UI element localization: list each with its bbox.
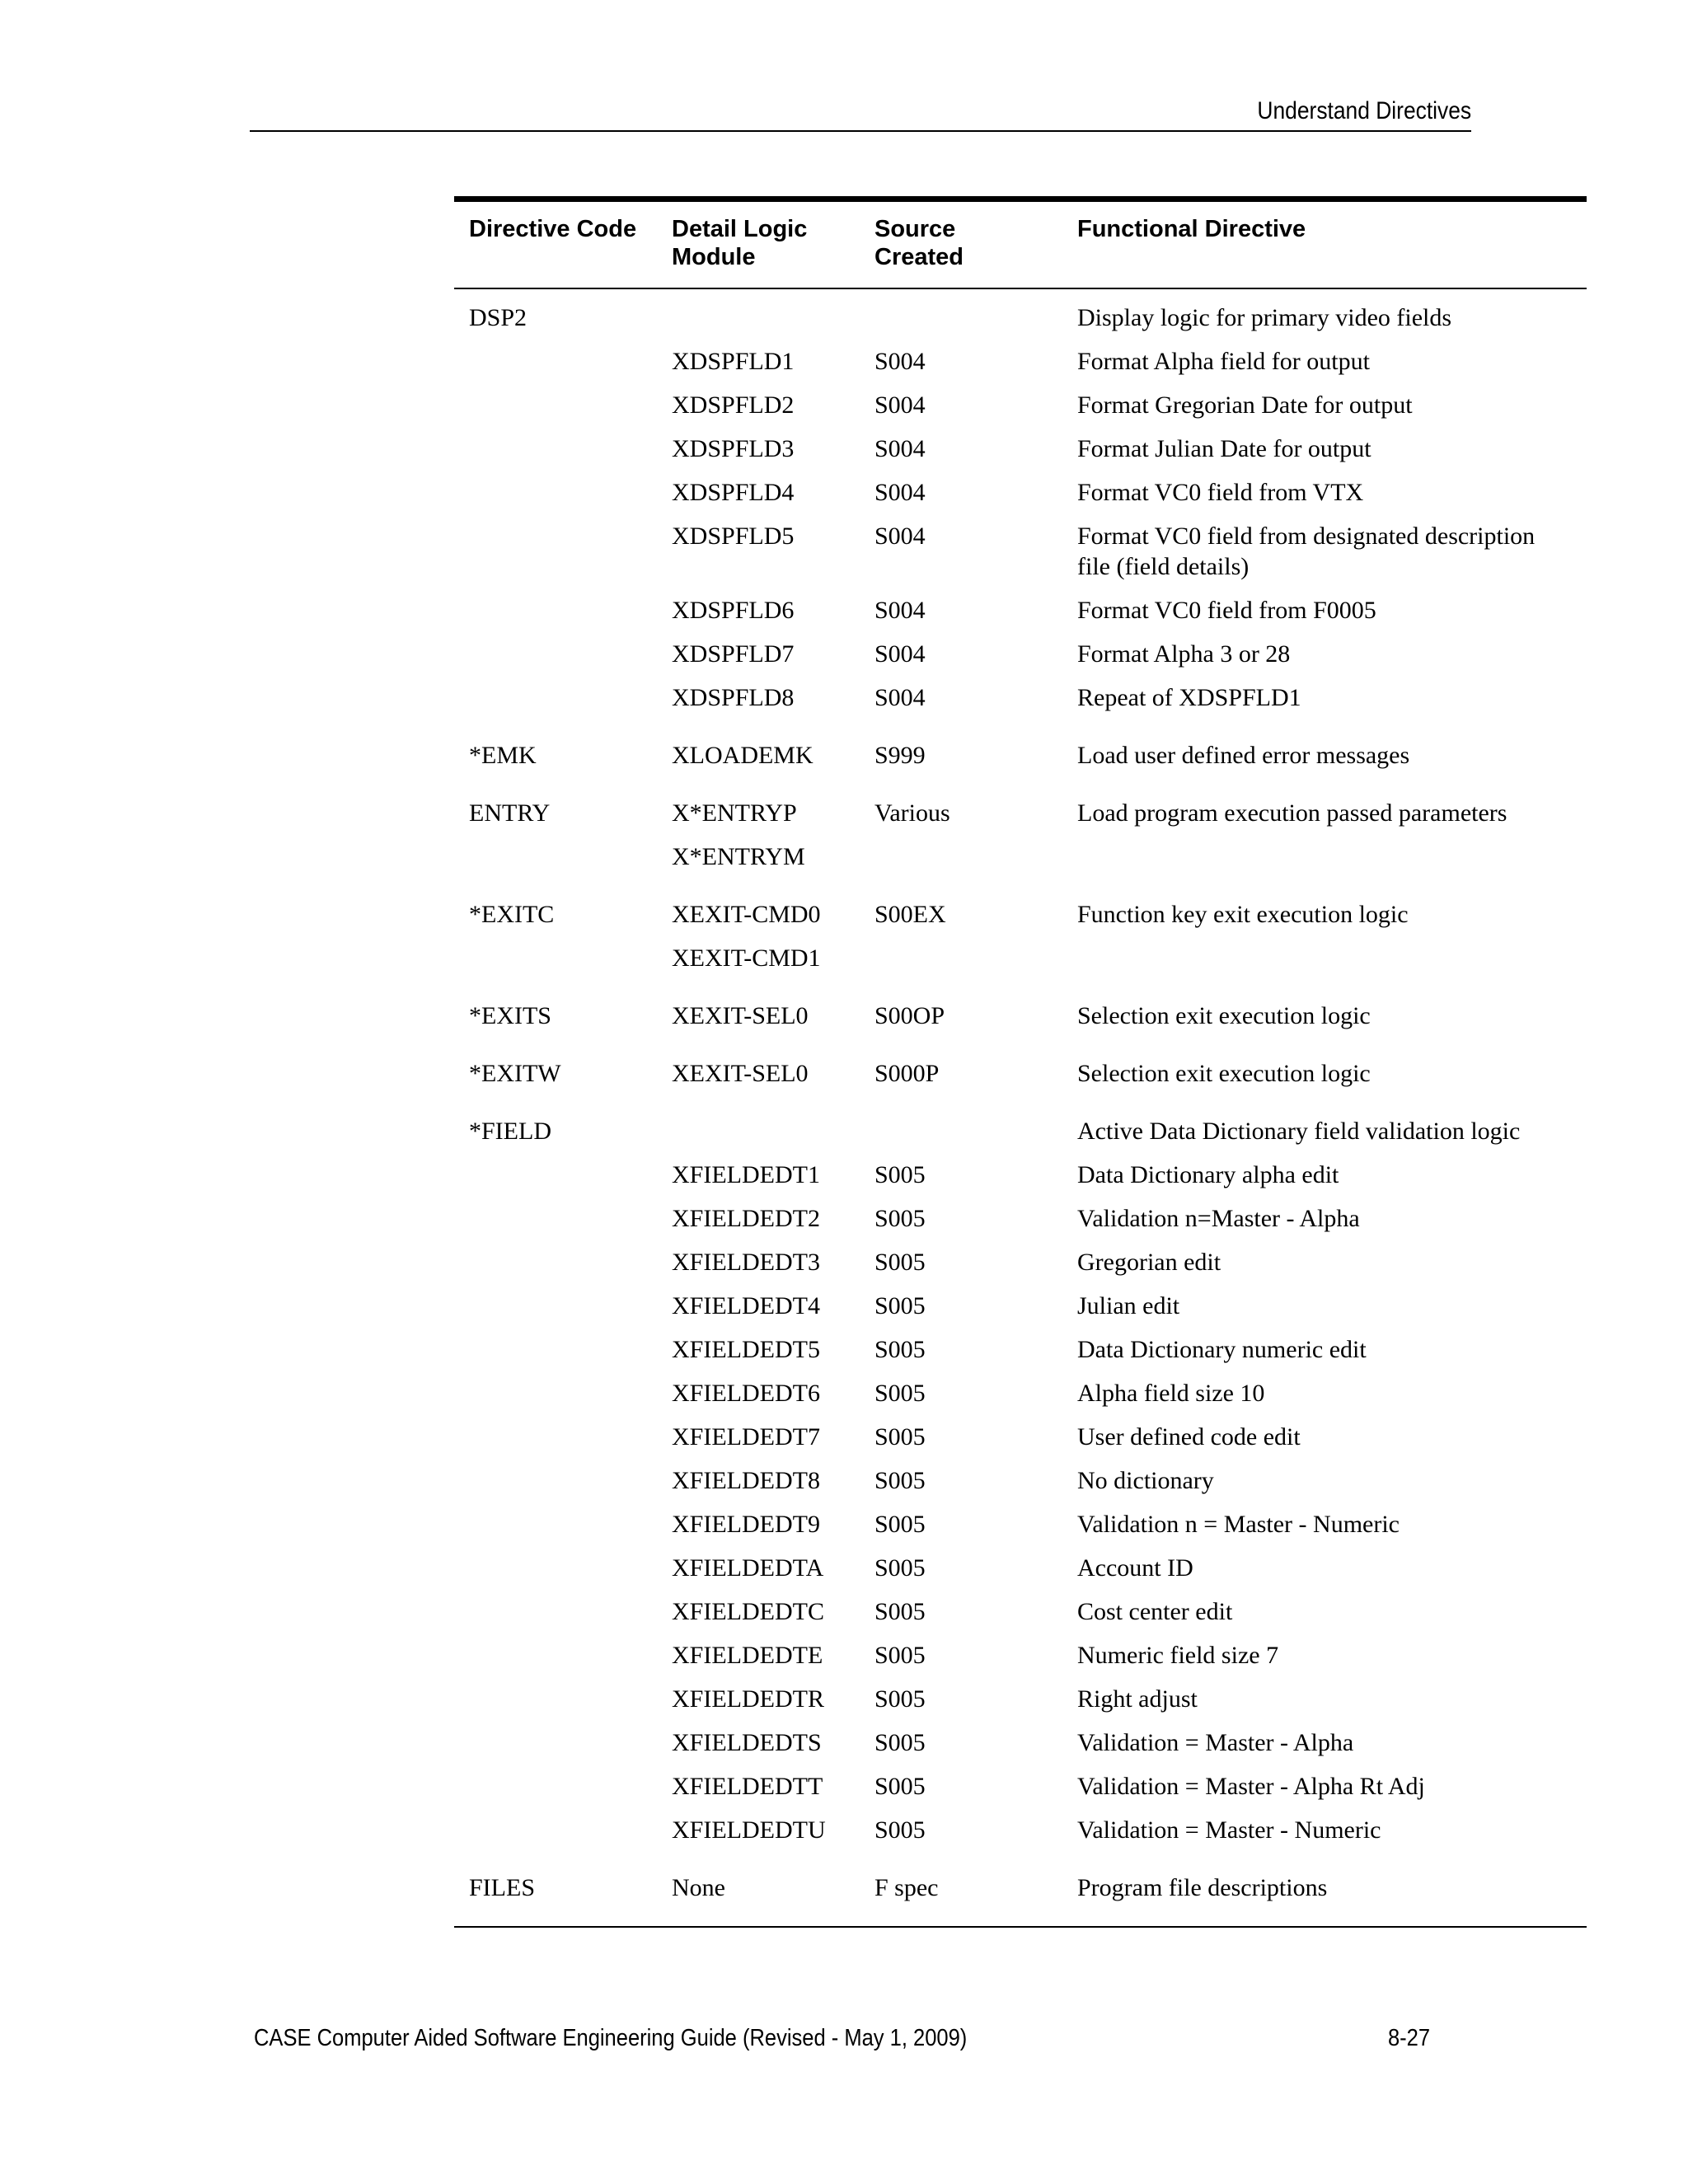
cell-directive-code [454, 841, 672, 885]
cell-functional-directive: Selection exit execution logic [1077, 1002, 1371, 1029]
cell-directive-code [454, 1422, 672, 1465]
cell-source-created: S005 [874, 1773, 926, 1800]
cell-functional-directive: Load user defined error messages [1077, 742, 1410, 769]
cell-source-created: S004 [874, 523, 926, 550]
cell-directive-code: ENTRY [469, 799, 551, 827]
cell-functional-directive: Validation n=Master - Alpha [1077, 1205, 1360, 1232]
cell-detail-logic-module: XFIELDEDTT [672, 1773, 823, 1800]
cell-functional-directive: Validation n = Master - Numeric [1077, 1511, 1400, 1538]
column-header-source-created: Source Created [874, 216, 964, 270]
table-row [454, 1334, 1587, 1378]
table-row [454, 595, 1587, 639]
cell-detail-logic-module: XDSPFLD4 [672, 479, 795, 506]
cell-directive-code: *EMK [469, 742, 537, 769]
table-row [454, 682, 1587, 726]
cell-directive-code [454, 521, 672, 595]
table-row [454, 943, 1587, 987]
cell-directive-code: FILES [469, 1874, 536, 1901]
cell-detail-logic-module: XFIELDEDTE [672, 1642, 823, 1669]
cell-functional-directive [1077, 841, 1587, 885]
table-row [454, 1465, 1587, 1509]
cell-directive-code [454, 1684, 672, 1727]
cell-detail-logic-module: XFIELDEDT4 [672, 1292, 820, 1319]
cell-directive-code: DSP2 [469, 304, 528, 331]
cell-directive-code [454, 1334, 672, 1378]
cell-detail-logic-module: XFIELDEDTC [672, 1598, 824, 1625]
cell-source-created: S005 [874, 1467, 926, 1494]
table-row [454, 1509, 1587, 1553]
table-row [454, 1001, 1587, 1044]
cell-source-created: S005 [874, 1598, 926, 1625]
table-row [454, 477, 1587, 521]
table-row [454, 1596, 1587, 1640]
cell-functional-directive: Format VC0 field from designated description file (field details) [1077, 523, 1536, 580]
cell-detail-logic-module: XFIELDEDT8 [672, 1467, 820, 1494]
cell-directive-code [454, 943, 672, 987]
cell-functional-directive: Function key exit execution logic [1077, 901, 1409, 928]
cell-directive-code [454, 639, 672, 682]
cell-source-created: S004 [874, 479, 926, 506]
cell-directive-code [454, 477, 672, 521]
cell-detail-logic-module: XFIELDEDTA [672, 1554, 824, 1582]
cell-functional-directive: Format Julian Date for output [1077, 435, 1372, 462]
cell-source-created: S004 [874, 684, 926, 711]
table-row [454, 841, 1587, 885]
table-row [454, 1247, 1587, 1291]
table-row [454, 798, 1587, 841]
cell-functional-directive: Format Gregorian Date for output [1077, 391, 1413, 419]
cell-detail-logic-module: None [672, 1874, 725, 1901]
cell-detail-logic-module: X*ENTRYM [672, 843, 805, 870]
cell-functional-directive: Validation = Master - Numeric [1077, 1816, 1381, 1844]
cell-functional-directive: Validation = Master - Alpha Rt Adj [1077, 1773, 1425, 1800]
cell-source-created: S004 [874, 640, 926, 668]
cell-detail-logic-module: XDSPFLD8 [672, 684, 795, 711]
table-row [454, 1815, 1587, 1858]
table-row [454, 740, 1587, 784]
cell-functional-directive: Display logic for primary video fields [1077, 304, 1452, 331]
cell-source-created: S004 [874, 391, 926, 419]
cell-functional-directive: Validation = Master - Alpha [1077, 1729, 1354, 1756]
cell-detail-logic-module: XDSPFLD7 [672, 640, 795, 668]
cell-detail-logic-module: XLOADEMK [672, 742, 814, 769]
cell-source-created: Various [874, 799, 950, 827]
footer-page-number: 8-27 [1387, 2025, 1430, 2051]
cell-directive-code: *EXITC [469, 901, 555, 928]
cell-directive-code [454, 1771, 672, 1815]
cell-detail-logic-module: XFIELDEDTR [672, 1685, 824, 1713]
cell-functional-directive: Repeat of XDSPFLD1 [1077, 684, 1301, 711]
table-row [454, 1727, 1587, 1771]
cell-directive-code [454, 1291, 672, 1334]
cell-detail-logic-module [672, 302, 874, 346]
cell-source-created: S999 [874, 742, 926, 769]
cell-source-created: S005 [874, 1816, 926, 1844]
table-row [454, 1553, 1587, 1596]
table-row [454, 1640, 1587, 1684]
cell-detail-logic-module: XFIELDEDTU [672, 1816, 826, 1844]
table-row [454, 346, 1587, 390]
table-row [454, 1203, 1587, 1247]
table-row [454, 1291, 1587, 1334]
cell-source-created: S005 [874, 1554, 926, 1582]
cell-functional-directive: Format Alpha field for output [1077, 348, 1370, 375]
cell-directive-code [454, 1378, 672, 1422]
cell-directive-code [454, 682, 672, 726]
table-row [454, 521, 1587, 595]
cell-detail-logic-module: XFIELDEDT6 [672, 1380, 820, 1407]
cell-source-created: S005 [874, 1249, 926, 1276]
cell-detail-logic-module: XDSPFLD1 [672, 348, 795, 375]
cell-detail-logic-module: XEXIT-CMD1 [672, 944, 821, 972]
cell-detail-logic-module [672, 1116, 874, 1160]
cell-functional-directive: Program file descriptions [1077, 1874, 1328, 1901]
cell-functional-directive: Cost center edit [1077, 1598, 1233, 1625]
cell-directive-code [454, 1553, 672, 1596]
cell-detail-logic-module: X*ENTRYP [672, 799, 797, 827]
cell-functional-directive: Data Dictionary numeric edit [1077, 1336, 1367, 1363]
cell-source-created: S004 [874, 348, 926, 375]
cell-directive-code: *EXITS [469, 1002, 551, 1029]
cell-detail-logic-module: XDSPFLD2 [672, 391, 795, 419]
cell-detail-logic-module: XFIELDEDT9 [672, 1511, 820, 1538]
cell-source-created: S005 [874, 1729, 926, 1756]
cell-detail-logic-module: XFIELDEDT2 [672, 1205, 820, 1232]
cell-directive-code [454, 346, 672, 390]
cell-detail-logic-module: XDSPFLD6 [672, 597, 795, 624]
cell-directive-code [454, 434, 672, 477]
cell-functional-directive: Format VC0 field from F0005 [1077, 597, 1376, 624]
table-row [454, 1771, 1587, 1815]
cell-detail-logic-module: XFIELDEDTS [672, 1729, 822, 1756]
column-header-functional-directive: Functional Directive [1077, 216, 1306, 242]
cell-source-created [874, 1116, 1077, 1160]
column-header-directive-code: Directive Code [469, 216, 637, 242]
table-row [454, 390, 1587, 434]
cell-directive-code [454, 1815, 672, 1858]
cell-source-created: S004 [874, 435, 926, 462]
cell-source-created: S005 [874, 1292, 926, 1319]
cell-functional-directive: Numeric field size 7 [1077, 1642, 1279, 1669]
table-row [454, 434, 1587, 477]
cell-source-created: S005 [874, 1423, 926, 1451]
cell-source-created: S00EX [874, 901, 946, 928]
cell-detail-logic-module: XEXIT-CMD0 [672, 901, 821, 928]
cell-functional-directive: Account ID [1077, 1554, 1193, 1582]
cell-source-created: S000P [874, 1060, 940, 1087]
directives-table [454, 196, 1587, 1928]
cell-detail-logic-module: XFIELDEDT3 [672, 1249, 820, 1276]
cell-source-created: S005 [874, 1685, 926, 1713]
cell-detail-logic-module: XDSPFLD3 [672, 435, 795, 462]
table-row [454, 302, 1587, 346]
cell-source-created [874, 302, 1077, 346]
table-body [454, 289, 1587, 1926]
cell-directive-code [454, 1247, 672, 1291]
cell-source-created: S005 [874, 1205, 926, 1232]
cell-detail-logic-module: XDSPFLD5 [672, 523, 795, 550]
cell-directive-code [454, 1465, 672, 1509]
cell-directive-code: *FIELD [469, 1118, 551, 1145]
cell-source-created: S005 [874, 1511, 926, 1538]
table-row [454, 899, 1587, 943]
cell-functional-directive [1077, 943, 1587, 987]
cell-source-created: F spec [874, 1874, 939, 1901]
cell-source-created: S005 [874, 1336, 926, 1363]
cell-directive-code [454, 1727, 672, 1771]
cell-functional-directive: User defined code edit [1077, 1423, 1301, 1451]
cell-functional-directive: Data Dictionary alpha edit [1077, 1161, 1339, 1188]
cell-functional-directive: Gregorian edit [1077, 1249, 1221, 1276]
cell-source-created: S00OP [874, 1002, 945, 1029]
column-header-detail-logic-module: Detail Logic Module [672, 216, 808, 270]
cell-source-created [874, 841, 1077, 885]
running-head-title: Understand Directives [1257, 97, 1471, 124]
table-row [454, 1160, 1587, 1203]
cell-directive-code [454, 390, 672, 434]
cell-functional-directive: No dictionary [1077, 1467, 1214, 1494]
cell-detail-logic-module: XEXIT-SEL0 [672, 1002, 809, 1029]
cell-source-created: S005 [874, 1380, 926, 1407]
table-row [454, 1684, 1587, 1727]
table-row [454, 1872, 1587, 1916]
cell-directive-code: *EXITW [469, 1060, 561, 1087]
table-row [454, 1422, 1587, 1465]
cell-detail-logic-module: XFIELDEDT1 [672, 1161, 820, 1188]
cell-directive-code [454, 595, 672, 639]
cell-functional-directive: Right adjust [1077, 1685, 1198, 1713]
cell-directive-code [454, 1160, 672, 1203]
cell-source-created: S005 [874, 1642, 926, 1669]
cell-directive-code [454, 1640, 672, 1684]
cell-functional-directive: Active Data Dictionary field validation logic [1077, 1118, 1521, 1145]
table-row [454, 1058, 1587, 1102]
cell-functional-directive: Selection exit execution logic [1077, 1060, 1371, 1087]
cell-functional-directive: Julian edit [1077, 1292, 1180, 1319]
cell-directive-code [454, 1596, 672, 1640]
cell-functional-directive: Alpha field size 10 [1077, 1380, 1265, 1407]
cell-functional-directive: Format VC0 field from VTX [1077, 479, 1364, 506]
cell-detail-logic-module: XEXIT-SEL0 [672, 1060, 809, 1087]
cell-directive-code [454, 1203, 672, 1247]
cell-functional-directive: Load program execution passed parameters [1077, 799, 1507, 827]
table-header-row [454, 202, 1587, 289]
table-row [454, 1378, 1587, 1422]
cell-functional-directive: Format Alpha 3 or 28 [1077, 640, 1291, 668]
cell-source-created: S005 [874, 1161, 926, 1188]
cell-source-created: S004 [874, 597, 926, 624]
table-row [454, 1116, 1587, 1160]
header-rule [250, 130, 1471, 132]
table-row [454, 639, 1587, 682]
cell-detail-logic-module: XFIELDEDT5 [672, 1336, 820, 1363]
cell-directive-code [454, 1509, 672, 1553]
footer-doc-title: CASE Computer Aided Software Engineering Guide (Revised - May 1, 2009) [254, 2025, 968, 2051]
cell-source-created [874, 943, 1077, 987]
cell-detail-logic-module: XFIELDEDT7 [672, 1423, 820, 1451]
